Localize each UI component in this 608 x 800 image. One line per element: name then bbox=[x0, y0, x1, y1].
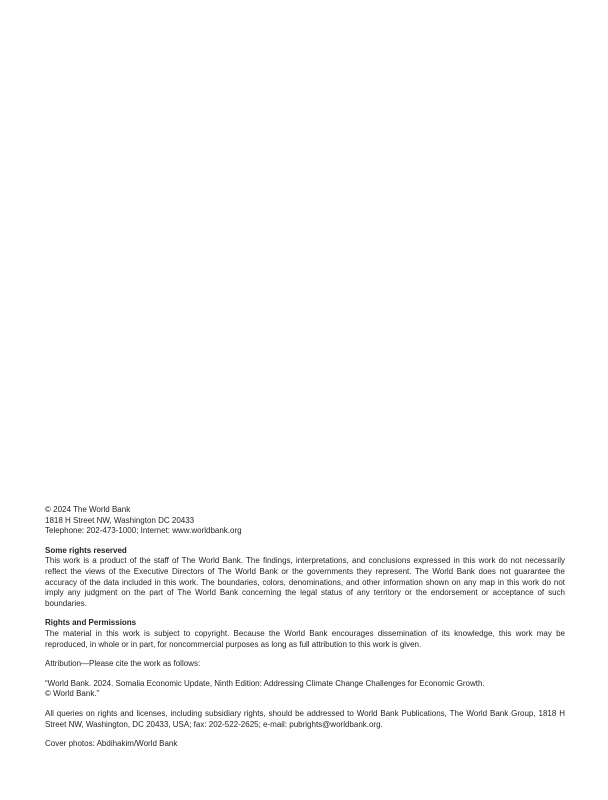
some-rights-heading: Some rights reserved bbox=[45, 545, 127, 555]
queries-body: All queries on rights and licenses, including subsidiary rights, should be addressed to World Bank Publications, The World Bank Group, 1818 H Street NW, Washington, DC 20433, USA; fax: 202-522-2625; e-mail: pubrights@worldbank.org. bbox=[45, 708, 565, 729]
rights-permissions-heading: Rights and Permissions bbox=[45, 618, 137, 628]
cover-photos-credit: Cover photos: Abdihakim/World Bank bbox=[45, 739, 178, 749]
rights-permissions-body: The material in this work is subject to copyright. Because the World Bank encourages dissemination of its knowledge, this work may be reproduced, in whole or in part, for noncommercial purposes as long as full attribution to this work is given. bbox=[45, 628, 565, 649]
attribution-intro: Attribution—Please cite the work as follows: bbox=[45, 659, 201, 669]
some-rights-body: This work is a product of the staff of The World Bank. The findings, interpretations, and conclusions expressed in this work do not necessarily reflect the views of the Executive Directors of The World Bank or the governments they represent. The World Bank does not guarantee the accuracy of the data included in this work. The boundaries, colors, denominations, and other information shown on any map in this work do not imply any judgment on the part of The World Bank concerning the legal status of any territory or the endorsement or acceptance of such boundaries. bbox=[45, 556, 565, 608]
publisher-contact: Telephone: 202-473-1000; Internet: www.worldbank.org bbox=[45, 526, 242, 536]
copyright-page-block bbox=[45, 505, 565, 750]
attribution-citation-copyright: © World Bank.” bbox=[45, 689, 100, 699]
publisher-address: 1818 H Street NW, Washington DC 20433 bbox=[45, 515, 195, 525]
attribution-citation: “World Bank. 2024. Somalia Economic Update, Ninth Edition: Addressing Climate Change Challenges for Economic Growth. bbox=[45, 678, 485, 688]
copyright-line: © 2024 The World Bank bbox=[45, 505, 131, 514]
